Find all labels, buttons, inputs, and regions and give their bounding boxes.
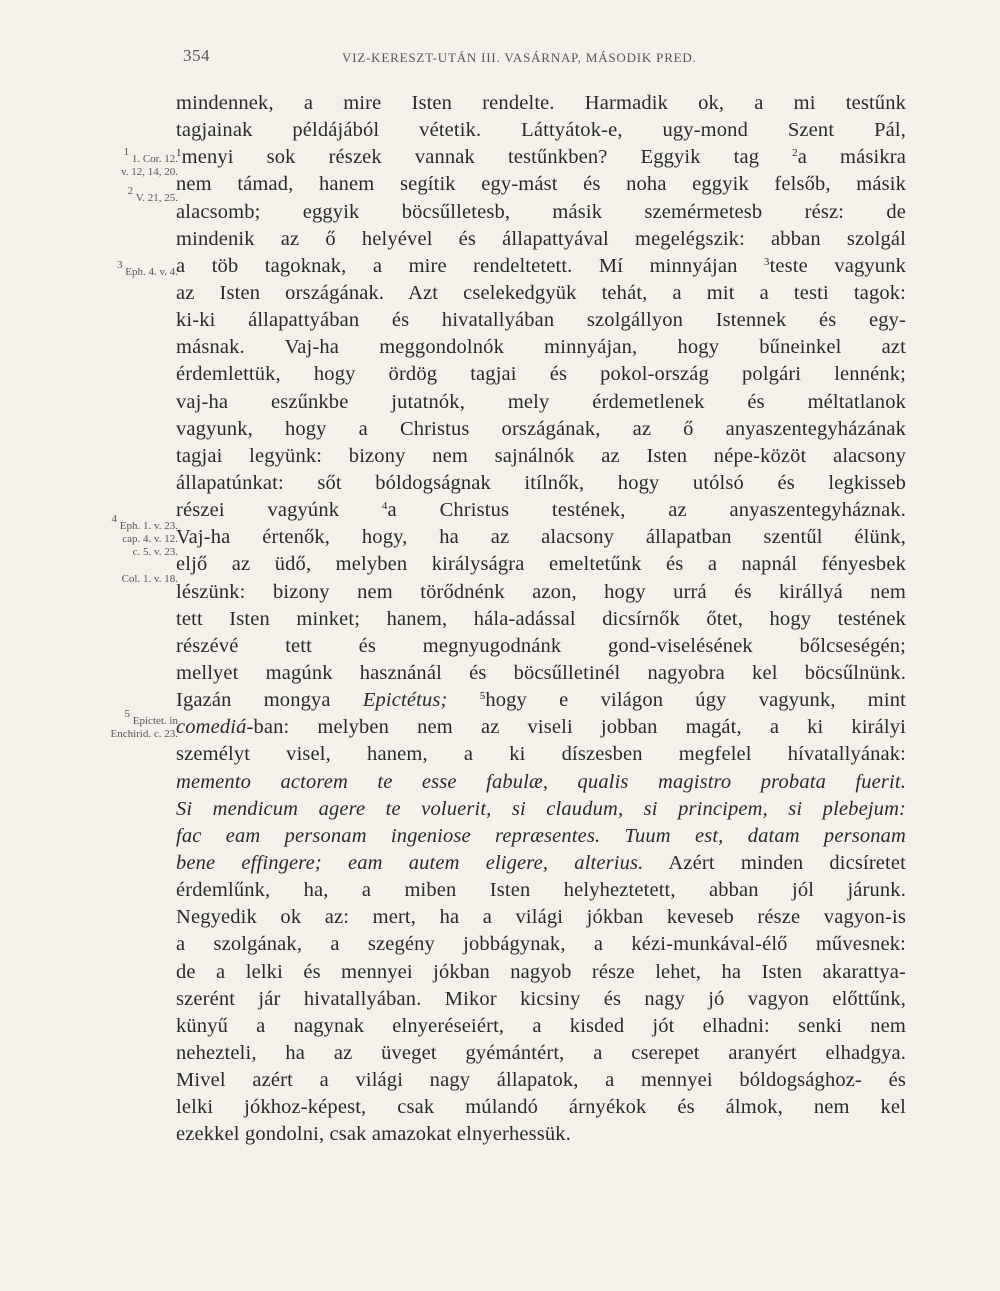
- text-line: [176, 334, 906, 361]
- text-line: [176, 959, 906, 986]
- text-line: [176, 579, 906, 606]
- margin-note-text: Epictet. in: [132, 715, 178, 727]
- text-span: Mivel azért a világi nagy állapatok, a mennyei bóldogsághoz- és: [176, 1069, 906, 1092]
- footnote-marker: 3: [763, 255, 770, 268]
- text-span: az Isten országának. Azt cselekedgyük tehát, a mit a testi tagok:: [176, 281, 906, 304]
- italic-span: bene effingere; eam autem eligere, alterius.: [176, 851, 644, 874]
- text-span: de a lelki és mennyei jókban nagyob része lehet, ha Isten akarattya-: [176, 960, 906, 983]
- text-span: nem támad, hanem segítik egy-mást és noha eggyik felsőb, másik: [176, 173, 906, 196]
- text-span: a töb tagoknak, a mire rendeltetett. Mí minnyájan: [176, 254, 764, 277]
- text-span: Azért minden dicsíretet: [643, 851, 906, 874]
- italic-span: Epictétus;: [362, 689, 448, 712]
- footnote-marker: 4: [111, 513, 117, 525]
- footnote-marker: 4: [381, 500, 388, 513]
- text-line: [176, 199, 906, 226]
- margin-note-line: c. 5. v. 23.: [132, 546, 178, 558]
- text-line: [176, 633, 906, 660]
- text-line: [176, 1094, 906, 1121]
- text-line: [176, 660, 906, 687]
- text-line: [176, 470, 906, 497]
- text-line: [176, 823, 906, 850]
- text-line: [176, 524, 906, 551]
- text-span: tagjainak példájából vétetik. Láttyátok-e, ugy-mond Szent Pál,: [176, 119, 906, 142]
- text-span: ki-ki állapattyában és hivatallyában szolgállyon Istennek és egy-: [176, 309, 906, 332]
- text-span: vagyunk, hogy a Christus országának, az ő anyaszentegyházának: [176, 417, 906, 440]
- text-span: menyi sok részek vannak testűnkben? Eggyik tag: [181, 146, 793, 169]
- text-span: szerént jár hivatallyában. Mikor kicsiny és nagy jó vagyon előttűnk,: [176, 987, 906, 1010]
- text-line: [176, 389, 906, 416]
- margin-note-line: cap. 4. v. 12.: [122, 533, 178, 545]
- margin-note-line: v. 12, 14, 20.: [120, 166, 178, 178]
- footnote-marker: 5: [124, 708, 131, 720]
- margin-note-text: Eph. 4. v. 4.: [125, 266, 178, 278]
- text-span: Vaj-ha értenők, hogy, ha az alacsony állapatban szentűl élünk,: [176, 526, 906, 549]
- margin-note-text: 1. Cor. 12.: [131, 153, 178, 165]
- text-line: [176, 144, 906, 171]
- text-span: teste vagyunk: [769, 254, 906, 277]
- text-line: [176, 741, 906, 768]
- text-line: [176, 497, 906, 524]
- text-span: tett Isten minket; hanem, hála-adással dicsírnők őtet, hogy testének: [176, 607, 906, 630]
- text-span: Igazán mongya: [176, 689, 363, 712]
- margin-note-line: Enchirid. c. 23.: [110, 728, 178, 740]
- footnote-marker: 2: [127, 185, 134, 197]
- text-line: [176, 931, 906, 958]
- text-span: lelki jókhoz-képest, csak múlandó árnyékok és álmok, nem kel: [176, 1096, 906, 1119]
- text-line: [176, 226, 906, 253]
- text-span: a szolgának, a szegény jobbágynak, a kézi-munkával-élő művesnek:: [176, 933, 906, 956]
- italic-span: fac eam personam ingeniose repræsentes. Tuum est, datam personam: [176, 824, 906, 847]
- text-line: [176, 1067, 906, 1094]
- text-line: [176, 361, 906, 388]
- text-span: a Christus testének, az anyaszentegyháznak.: [387, 499, 906, 522]
- margin-note-line: [58, 513, 178, 533]
- text-line: [176, 714, 906, 741]
- running-title: VIZ-KERESZT-UTÁN III. VASÁRNAP, MÁSODIK PRED.: [342, 50, 697, 65]
- text-span: mindenik az ő helyével és állapattyával megelégszik: abban szolgál: [176, 227, 906, 250]
- footnote-marker: 5: [479, 690, 486, 703]
- text-line: [176, 551, 906, 578]
- text-line: [176, 416, 906, 443]
- margin-note-2: [58, 185, 178, 205]
- text-line: [176, 1040, 906, 1067]
- text-line: [176, 986, 906, 1013]
- margin-note-text: V. 21, 25.: [135, 192, 178, 204]
- text-span: lészünk: bizony nem törődnénk azon, hogy urrá és királlyá nem: [176, 580, 906, 603]
- margin-note-line: [58, 146, 178, 166]
- text-span: mindennek, a mire Isten rendelte. Harmadik ok, a mi testűnk: [176, 92, 906, 114]
- text-line: [176, 1121, 906, 1148]
- margin-note-line: [58, 259, 178, 279]
- text-span: tagjai legyünk: bizony nem sajnálnók az Isten népe-közöt alacsony: [176, 444, 906, 467]
- text-span: részévé tett és megnyugodnánk gond-viselésének bőlcseségén;: [176, 634, 906, 657]
- italic-span: comediá: [176, 716, 247, 739]
- footnote-marker: 3: [116, 259, 123, 271]
- text-line: [176, 90, 906, 117]
- text-span: részei vagyúnk: [176, 499, 382, 522]
- text-span: hogy e világon úgy vagyunk, mint: [485, 689, 906, 712]
- text-line: [176, 796, 906, 823]
- text-span: künyű a nagynak elnyeréseiért, a kisded jót elhadni: senki nem: [176, 1014, 906, 1037]
- text-span: állapatúnkat: sőt bóldogságnak itílnők, hogy utólsó és legkisseb: [176, 471, 906, 494]
- text-span: ezekkel gondolni, csak amazokat elnyerhessük.: [176, 1123, 571, 1146]
- footnote-marker: 1: [123, 146, 130, 158]
- italic-span: memento actorem te esse fabulæ, qualis magistro probata fuerit.: [176, 770, 906, 793]
- text-span: eljő az üdő, melyben királyságra emeltetűnk és a napnál fényesbek: [176, 553, 906, 576]
- text-span: Negyedik ok az: mert, ha a világi jókban keveseb része vagyon-is: [176, 906, 906, 929]
- text-line: [176, 280, 906, 307]
- text-line: [176, 117, 906, 144]
- margin-note-line: [58, 185, 178, 205]
- margin-note-line: [58, 708, 178, 728]
- text-span: vaj-ha eszűnkbe jutatnók, mely érdemetlenek és méltatlanok: [176, 390, 906, 413]
- margin-note-3: [58, 259, 178, 279]
- text-span: -ban: melyben nem az viseli jobban magát, a ki királyi: [246, 716, 906, 739]
- margin-note-1: [58, 146, 178, 179]
- text-line: [176, 443, 906, 470]
- text-line: [176, 687, 906, 714]
- page-number: 354: [183, 46, 210, 65]
- text-line: [176, 307, 906, 334]
- italic-span: Si mendicum agere te voluerit, si claudum, si principem, si plebejum:: [176, 797, 906, 820]
- text-line: [176, 606, 906, 633]
- text-line: [176, 171, 906, 198]
- text-line: [176, 1013, 906, 1040]
- margin-note-text: Eph. 1. v. 23.: [119, 520, 178, 532]
- text-span: érdemlűnk, ha, a miben Isten helyheztetett, abban jól járunk.: [176, 879, 906, 902]
- text-span: másnak. Vaj-ha meggondolnók minnyájan, hogy bűneinkel azt: [176, 336, 906, 359]
- text-line: [176, 904, 906, 931]
- margin-note-line: Col. 1. v. 18.: [121, 573, 178, 585]
- text-line: [176, 877, 906, 904]
- body-text: [176, 90, 906, 1148]
- text-span: mellyet magúnk hasznánál és böcsűlletinél nagyobra kel böcsűlnünk.: [176, 661, 906, 684]
- text-span: a másikra: [797, 146, 906, 169]
- text-span: [447, 689, 479, 711]
- text-span: nehezteli, ha az üveget gyémántért, a cserepet aranyért elhadgya.: [176, 1041, 906, 1064]
- footnote-marker: 1: [176, 147, 182, 160]
- text-line: [176, 850, 906, 877]
- text-line: [176, 253, 906, 280]
- text-span: személyt visel, hanem, a ki díszesben megfelel hívatallyának:: [176, 743, 906, 766]
- text-span: érdemlettük, hogy ördög tagjai és pokol-ország polgári lennénk;: [176, 363, 906, 386]
- footnote-marker: 2: [792, 147, 798, 160]
- margin-note-5: [58, 708, 178, 741]
- text-line: [176, 769, 906, 796]
- margin-note-4: [58, 513, 178, 586]
- text-span: alacsomb; eggyik böcsűlletesb, másik szemérmetesb rész: de: [176, 200, 906, 223]
